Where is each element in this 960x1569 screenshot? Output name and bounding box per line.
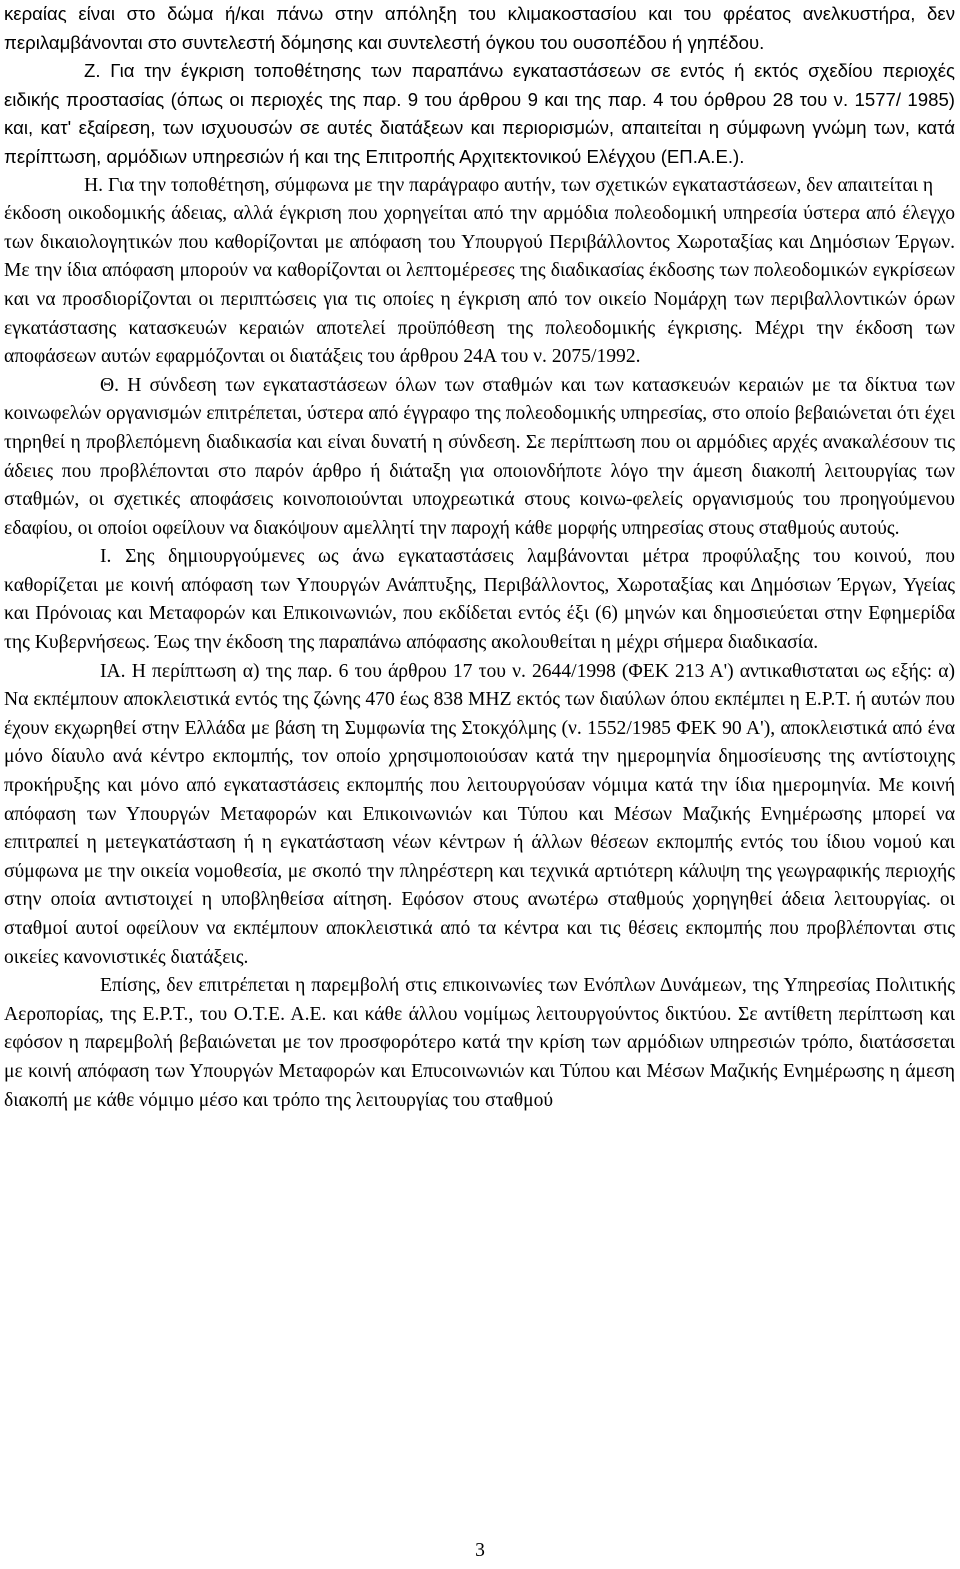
paragraph-h-continued: έκδοση οικοδομικής άδειας, αλλά έγκριση που χορηγείται από την αρμόδια πολεοδομική υπηρεσία ύστερα από έλεγχο των δικαιολογητικών που καθορίζονται με απόφαση του Υπουργού Περιβάλλοντος Χωροταξίας και Δημόσιων Έργων. Με την ίδια απόφαση μπορούν να καθορίζονται οι λεπτομέρεσες της διαδικασίας έκδοσης των πολεοδομικών εγκρίσεων και να προσδιορίζονται οι περιπτώσεις για τις οποίες η έγκριση από τον οικείο Νομάρχη των περιβαλλοντικών όρων εγκατάστασης κατασκευών κεραιών αποτελεί προϋπόθεση της πολεοδομικής έγκρισης. Μέχρι την έκδοση των αποφάσεων αυτών εφαρμόζονται οι διατάξεις του άρθρου 24Α του ν. 2075/1992. [4, 203, 955, 368]
document-page [4, 0, 955, 1115]
paragraph-theta: Θ. Η σύνδεση των εγκαταστάσεων όλων των σταθμών και των κατασκευών κεραιών με τα δίκτυα των κοινωφελών οργανισμών επιτρέπεται, ύστερα από έγγραφο της πολεοδομικής υπηρεσίας, στο οποίο βεβαιώνεται ότι έχει τηρηθεί η προβλεπόμενη διαδικασία και είναι δυνατή η σύνδεση. Σε περίπτωση που οι αρμόδιες αρχές ανακαλέσουν τις άδειες που προβλέπονται στο παρόν άρθρο ή διάταξη για οποιονδήποτε λόγο την άμεση διακοπή λειτουργίας των σταθμών, οι σχετικές αποφάσεις κοινοποιούνται υποχρεωτικά στους κοινω-φελείς οργανισμούς του προηγούμενου εδαφίου, οι οποίοι οφείλουν να διακόψουν αμελλητί την παροχή κάθε μορφής υπηρεσίας στους σταθμούς αυτούς. [4, 374, 955, 539]
paragraph-i: Ι. Σης δημιουργούμενες ως άνω εγκαταστάσεις λαμβάνονται μέτρα προφύλαξης του κοινού, που καθορίζεται με κοινή απόφαση των Υπουργών Ανάπτυξης, Περιβάλλοντος, Χωροταξίας και Δημόσιων Έργων, Υγείας και Πρόνοιας και Μεταφορών και Επικοινωνιών, που εκδίδεται εντός έξι (6) μηνών και δημοσιεύεται στην Εφημερίδα της Κυβερνήσεως. Έως την έκδοση της παραπάνω απόφασης ακολουθείται η μέχρι σήμερα διαδικασία. [4, 546, 955, 654]
paragraph-ia: ΙΑ. Η περίπτωση α) της παρ. 6 του άρθρου 17 του ν. 2644/1998 (ΦΕΚ 213 Α') αντικαθισταται ως εξής: α) Να εκπέμπουν αποκλειστικά εντός της ζώνης 470 έως 838 MHZ εκτός των διαύλων όπου εκπέμπει η Ε.Ρ.Τ. ή αυτών που έχουν εκχωρηθεί στην Ελλάδα με βάση τη Συμφωνία της Στοκχόλμης (ν. 1552/1985 ΦΕΚ 90 Α'), αποκλειστικά από ένα μόνο δίαυλο ανά κέντρο εκπομπής, τον οποίο χρησιμοποιούσαν κατά την ημερομηνία δημοσίευσης της αντίστοιχης προκήρυξης και μόνο από εγκαταστάσεις εκπομπής που λειτουργούσαν νόμιμα κατά την ίδια ημερομηνία. Με κοινή απόφαση των Υπουργών Μεταφορών και Επικοινωνιών και Τύπου και Μέσων Μαζικής Ενημέρωσης μπορεί να επιτραπεί η μετεγκατάσταση ή η εγκατάσταση νέων κέντρων ή άλλων θέσεων εκπομπής εντός του ίδιου νομού και σύμφωνα με την οικεία νομοθεσία, με σκοπό την πληρέστερη και τεχνικά αρτιότερη κάλυψη της γεωγραφικής περιοχής στην οποία αντιστοιχεί η υποβληθείσα αίτηση. Εφόσον στους ανωτέρω σταθμούς χορηγηθεί άδεια λειτουργίας. οι σταθμοί αυτοί οφείλουν να εκπέμπουν αποκλειστικά από τα κέντρα και τις θέσεις εκπομπής που προβλέπονται στις οικείες κανονιστικές διατάξεις. [4, 660, 955, 968]
paragraph-h: Η. Για την τοποθέτηση, σύμφωνα με την παράγραφο αυτήν, των σχετικών εγκαταστάσεων, δεν απαιτείται η [84, 174, 934, 196]
page-number: 3 [475, 1540, 485, 1561]
paragraph-z: Ζ. Για την έγκριση τοποθέτησης των παραπάνω εγκαταστάσεων σε εντός ή εκτός σχεδίου περιοχές ειδικής προστασίας (όπως οι περιοχές της παρ. 9 του άρθρου 9 και της παρ. 4 του όρθρου 28 του ν. 1577/ 1985) και, κατ' εξαίρεση, των ισχυουσών σε αυτές διατάξεων και περιορισμών, απαιτείται η σύμφωνη γνώμη των, κατά περίπτωση, αρμόδιων υπηρεσιών ή και της Επιτροπής Αρχιτεκτονικού Ελέγχου (ΕΠ.Α.Ε.). [4, 60, 955, 167]
paragraph-episis: Επίσης, δεν επιτρέπεται η παρεμβολή στις επικοινωνίες των Ενόπλων Δυνάμεων, της Υπηρεσίας Πολιτικής Αεροπορίας, της Ε.Ρ.Τ., του Ο.Τ.Ε. Α.Ε. και κάθε άλλου νομίμως λειτουργούντος δικτύου. Σε αντίθετη περίπτωση και εφόσον η παρεμβολή βεβαιώνεται με τον προσφορότερο κατά την κρίση των αρμόδιων υπηρεσιών τρόπο, διατάσσεται με κοινή απόφαση των Υπουργών Μεταφορών και Επυcoινωνιών και Τύπου και Μέσων Μαζικής Ενημέρωσης η άμεση διακοπή με κάθε νόμιμο μέσο και τρόπο της λειτουργίας του σταθμού [4, 975, 955, 1111]
paragraph-continuation: κεραίας είναι στο δώμα ή/και πάνω στην απόληξη του κλιμακοστασίου και του φρέατος ανελκυστήρα, δεν περιλαμβάνονται στο συντελεστή δόμησης και συντελεστή όγκου του ουσοπέδου ή γηπέδου. [4, 3, 955, 53]
